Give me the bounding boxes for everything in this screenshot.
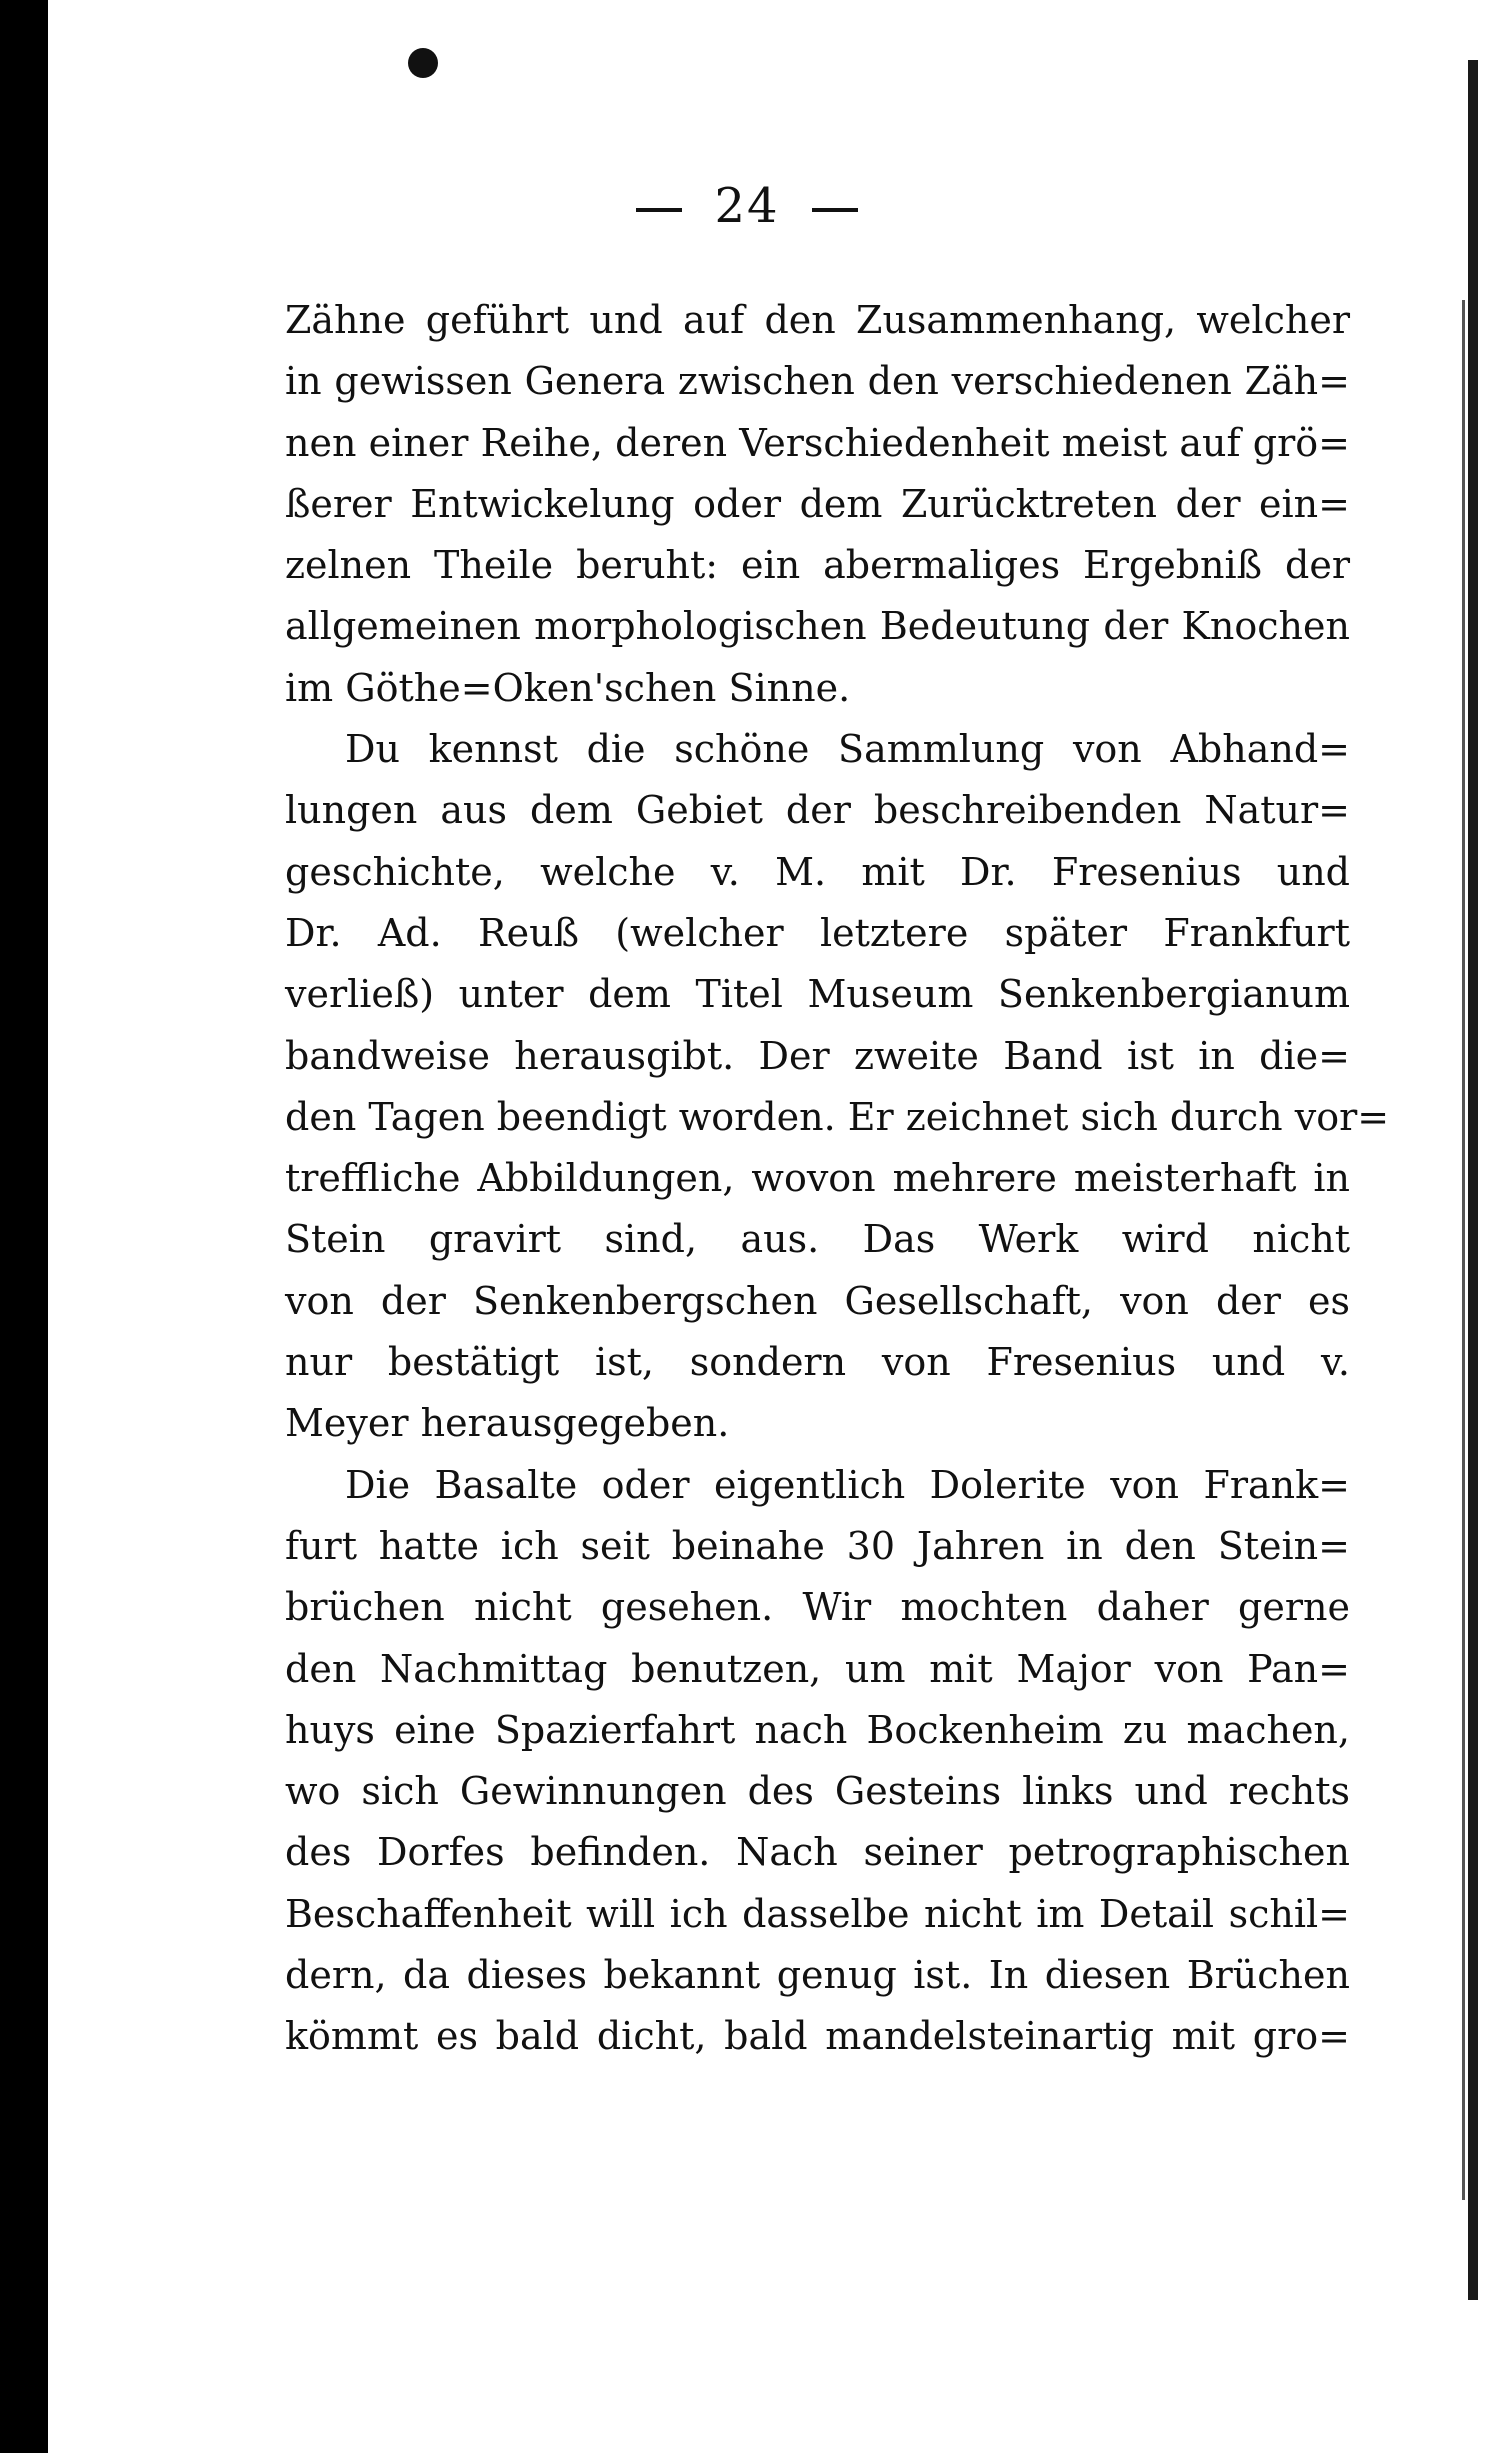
text-line: allgemeinen morphologischen Bedeutung der Knochen: [285, 604, 1350, 649]
text-line: zelnen Theile beruht: ein abermaliges Ergebniß der: [285, 543, 1350, 588]
text-line: kömmt es bald dicht, bald mandelsteinartig mit gro=: [285, 2014, 1350, 2059]
text-line: den Nachmittag benutzen, um mit Major von Pan=: [285, 1646, 1350, 1691]
dash-right: [812, 208, 858, 212]
text-line: von der Senkenbergschen Gesellschaft, von der es: [285, 1278, 1350, 1323]
text-line: Beschaffenheit will ich dasselbe nicht im Detail schil=: [285, 1891, 1350, 1936]
text-line: ßerer Entwickelung oder dem Zurücktreten der ein=: [285, 481, 1350, 526]
text-line: Stein gravirt sind, aus. Das Werk wird nicht: [285, 1217, 1350, 1262]
text-line: den Tagen beendigt worden. Er zeichnet sich durch vor=: [285, 1094, 1390, 1139]
text-line: huys eine Spazierfahrt nach Bockenheim zu machen,: [285, 1707, 1350, 1752]
text-line: dern, da dieses bekannt genug ist. In diesen Brüchen: [285, 1953, 1350, 1998]
dash-left: [636, 208, 682, 212]
text-line: des Dorfes befinden. Nach seiner petrographischen: [285, 1830, 1350, 1875]
binding-edge-line: [1468, 60, 1478, 2300]
text-line: brüchen nicht gesehen. Wir mochten daher gerne: [285, 1585, 1350, 1630]
binding-edge-shadow: [1462, 300, 1465, 2200]
text-line: wo sich Gewinnungen des Gesteins links und rechts: [285, 1769, 1350, 1814]
text-line: Meyer herausgegeben.: [285, 1401, 730, 1446]
text-line: nur bestätigt ist, sondern von Fresenius und v.: [285, 1340, 1350, 1385]
text-line: nen einer Reihe, deren Verschiedenheit meist auf grö=: [285, 420, 1350, 465]
text-line: Dr. Ad. Reuß (welcher letztere später Frankfurt: [285, 910, 1350, 955]
text-line: Zähne geführt und auf den Zusammenhang, welcher: [285, 298, 1350, 342]
ink-speck: [408, 48, 438, 78]
text-line: treffliche Abbildungen, wovon mehrere meisterhaft in: [285, 1156, 1350, 1201]
text-line: lungen aus dem Gebiet der beschreibenden Natur=: [285, 788, 1350, 833]
text-line: im Göthe=Oken'schen Sinne.: [285, 665, 851, 710]
page-number-header: [0, 178, 1494, 234]
text-line: Die Basalte oder eigentlich Dolerite von Frank=: [345, 1462, 1350, 1507]
text-line: in gewissen Genera zwischen den verschiedenen Zäh=: [285, 359, 1350, 404]
body-text: [285, 290, 1390, 2068]
page-number: 24: [714, 178, 780, 234]
text-line: furt hatte ich seit beinahe 30 Jahren in den Stein=: [285, 1523, 1350, 1568]
text-line: Du kennst die schöne Sammlung von Abhand=: [345, 727, 1350, 772]
text-line: verließ) unter dem Titel Museum Senkenbergianum: [285, 972, 1350, 1017]
text-line: bandweise herausgibt. Der zweite Band ist in die=: [285, 1033, 1350, 1078]
text-line: geschichte, welche v. M. mit Dr. Fresenius und: [285, 849, 1350, 894]
